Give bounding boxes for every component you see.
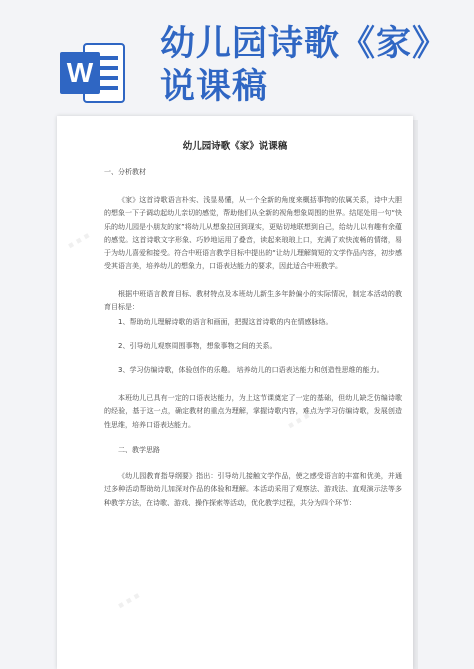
- document-page: [57, 116, 413, 669]
- list-item: 2、引导幼儿观察周围事物，想象事物之间的关系。: [118, 342, 277, 350]
- header-banner: [0, 0, 474, 120]
- paragraph: 本班幼儿已具有一定的口语表达能力，为上这节课奠定了一定的基础，但幼儿缺乏仿编诗歌的经验，基于这一点，确定教材的重点为理解，掌握诗歌内容，难点为学习仿编诗歌，发展创造性思维，培养口语表达能力。: [104, 394, 402, 429]
- paragraph: 《家》这首诗歌语言朴实、浅显易懂，从一个全新的角度来概括事物的依属关系，诗中大胆的想象一下子调动起幼儿亲切的感觉，帮助他们从全新的视角想象周围的世界。结尾处用一句“快乐的幼儿园是小朋友的家”将幼儿从想象拉回到现实，更贴切地联想到自己，给幼儿以有趣有余蕴的感觉。这首诗歌文字形象、巧妙地运用了叠音，读起来琅琅上口，充满了欢快流畅的情绪，易于为幼儿喜爱和接受。符合中班语言教学目标中提出的“让幼儿理解简短的文学作品内容，初步感受其语言美，培养幼儿的想象力，口语表达能力的要求，因此适合中班教学。: [104, 196, 402, 271]
- list-item: 3、学习仿编诗歌，体验创作的乐趣。 培养幼儿的口语表达能力和创造性思维的能力。: [118, 366, 384, 374]
- watermark: ▪ ▪ ▪: [66, 230, 92, 252]
- section-heading: 二、教学思路: [118, 446, 160, 454]
- paragraph: 《幼儿园教育指导纲要》指出：引导幼儿接触文学作品，使之感受语言的丰富和优美，并通过多种活动帮助幼儿加深对作品的体验和理解。本活动采用了观察法、游戏法、直观演示法等多种教学方法，在诗歌、游戏、操作探索等活动，优化教学过程，共分为四个环节：: [104, 472, 402, 507]
- section-heading: 一、分析教材: [104, 168, 146, 176]
- list-item: 1、帮助幼儿理解诗歌的语言和画面，把握这首诗歌的内在情感脉络。: [118, 318, 333, 326]
- watermark: ▪ ▪ ▪: [116, 590, 142, 612]
- page-title: 幼儿园诗歌《家》: [160, 24, 449, 64]
- watermark: ▪ ▪ ▪: [286, 410, 312, 432]
- word-document-icon: [58, 38, 128, 108]
- document-title: 幼儿园诗歌《家》说课稿: [182, 141, 288, 152]
- page-subtitle: 说课稿: [160, 67, 269, 107]
- logo-letter: W: [66, 57, 94, 88]
- paragraph: 根据中班语言教育目标、教材特点及本班幼儿新生多年龄偏小的实际情况，制定本活动的教育目标是：: [104, 290, 402, 312]
